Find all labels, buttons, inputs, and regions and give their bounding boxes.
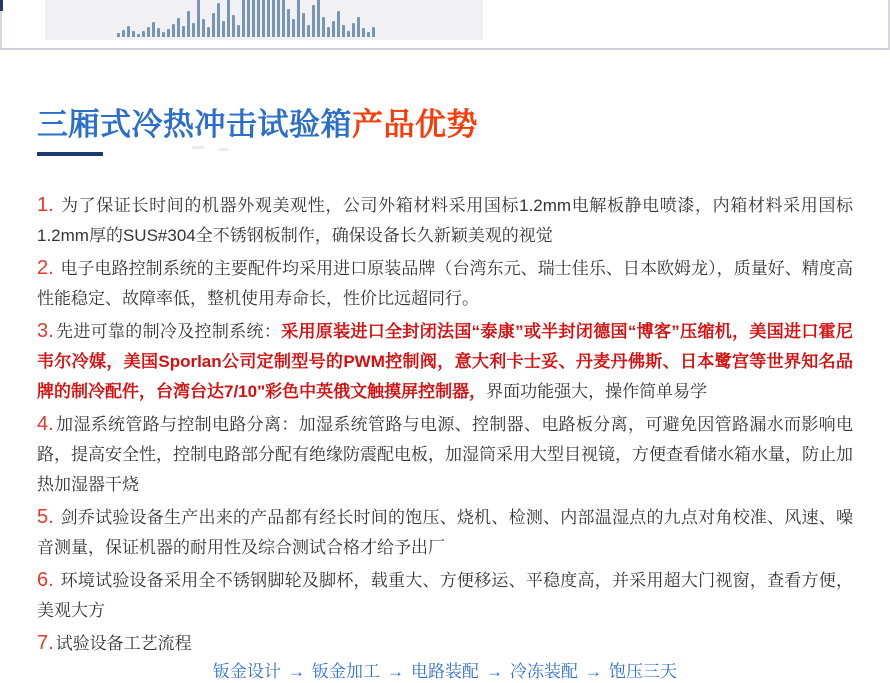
waveform-bar bbox=[142, 31, 145, 37]
waveform-bar bbox=[147, 27, 150, 37]
waveform-bar bbox=[302, 13, 305, 37]
waveform-bar bbox=[222, 21, 225, 37]
advantage-item-3 bbox=[37, 316, 853, 407]
waveform-bar bbox=[202, 19, 205, 37]
waveform-bar bbox=[177, 18, 180, 37]
waveform-bar bbox=[182, 26, 185, 37]
waveform-bar bbox=[122, 30, 125, 37]
waveform-bar bbox=[162, 32, 165, 37]
waveform-bar bbox=[332, 21, 335, 37]
title-underline bbox=[37, 152, 103, 156]
waveform-bar bbox=[137, 34, 140, 37]
waveform-bar bbox=[337, 11, 340, 37]
title-highlight: 产品优势 bbox=[352, 107, 478, 142]
waveform-bar bbox=[352, 23, 355, 37]
flow-step-4: 冷冻装配 bbox=[510, 662, 578, 681]
waveform-bar bbox=[272, 0, 275, 37]
item-number: 2. bbox=[37, 257, 54, 279]
page-title bbox=[37, 104, 853, 146]
waveform-bar bbox=[362, 28, 365, 37]
item-number: 3. bbox=[37, 320, 54, 342]
advantage-item-2 bbox=[37, 253, 853, 314]
waveform-bar bbox=[217, 3, 220, 37]
item-text-highlight: 采用原装进口全封闭法国“泰康”或半封闭德国“博客”压缩机，美国进口霍尼韦尔冷媒，美国Sporlan公司定制型号的PWM控制阀，意大利卡士妥、丹麦丹佛斯、日本鹭宫等世界知名品牌的制冷配件，台湾台达7/10"彩色中英俄文触摸屏控制器， bbox=[37, 322, 854, 401]
waveform-bar bbox=[237, 25, 240, 37]
waveform-bar bbox=[312, 5, 315, 37]
faint-artifact bbox=[192, 146, 204, 149]
border-accent bbox=[0, 0, 3, 11]
waveform-bar bbox=[247, 0, 250, 37]
item-text: 剑乔试验设备生产出来的产品都有经长时间的饱压、烧机、检测、内部温湿点的九点对角校准、风速、噪音测量，保证机器的耐用性及综合测试合格才给予出厂 bbox=[37, 508, 853, 557]
waveform-bar bbox=[242, 0, 245, 37]
flow-step-5: 饱压三天 bbox=[609, 662, 677, 681]
waveform-bar bbox=[227, 0, 230, 37]
waveform-bar bbox=[282, 0, 285, 37]
waveform-bar bbox=[152, 22, 155, 37]
advantage-item-6 bbox=[37, 565, 853, 626]
advantage-item-5 bbox=[37, 502, 853, 563]
item-text: 电子电路控制系统的主要配件均采用进口原装品牌（台湾东元、瑞士佳乐、日本欧姆龙），质量好、精度高性能稳定、故障率低，整机使用寿命长，性价比远超同行。 bbox=[37, 259, 853, 308]
waveform-bar bbox=[367, 32, 370, 37]
arrow-icon: → bbox=[288, 662, 305, 681]
waveform-bar bbox=[292, 19, 295, 37]
arrow-icon: → bbox=[387, 662, 404, 681]
item-number: 7. bbox=[37, 632, 54, 654]
waveform-bar bbox=[347, 31, 350, 37]
title-product-name: 三厢式冷热冲击试验箱 bbox=[37, 107, 352, 142]
waveform-graphic bbox=[117, 0, 375, 37]
waveform-bar bbox=[197, 0, 200, 37]
waveform-bar bbox=[157, 28, 160, 37]
top-banner bbox=[0, 0, 890, 50]
waveform-bar bbox=[267, 0, 270, 37]
flow-step-2: 钣金加工 bbox=[312, 662, 380, 681]
waveform-bar bbox=[257, 0, 260, 37]
waveform-bar bbox=[127, 26, 130, 37]
hero-image bbox=[45, 0, 483, 40]
waveform-bar bbox=[297, 0, 300, 37]
waveform-bar bbox=[212, 13, 215, 37]
waveform-bar bbox=[172, 24, 175, 37]
waveform-bar bbox=[187, 11, 190, 37]
waveform-bar bbox=[357, 17, 360, 37]
item-number: 4. bbox=[37, 413, 54, 435]
waveform-bar bbox=[277, 0, 280, 37]
item-text: 环境试验设备采用全不锈钢脚轮及脚杯，载重大、方便移运、平稳度高，并采用超大门视窗，查看方便，美观大方 bbox=[37, 571, 853, 620]
waveform-bar bbox=[207, 27, 210, 37]
advantage-item-1 bbox=[37, 190, 853, 251]
item-number: 5. bbox=[37, 506, 54, 528]
arrow-icon: → bbox=[486, 662, 503, 681]
item-number: 1. bbox=[37, 194, 54, 216]
advantage-list bbox=[37, 190, 853, 659]
waveform-bar bbox=[317, 0, 320, 37]
waveform-bar bbox=[132, 31, 135, 37]
waveform-bar bbox=[232, 15, 235, 37]
waveform-bar bbox=[372, 27, 375, 37]
arrow-icon: → bbox=[585, 662, 602, 681]
item-text: 试验设备工艺流程 bbox=[55, 634, 192, 653]
flow-step-3: 电路装配 bbox=[411, 662, 479, 681]
waveform-bar bbox=[252, 0, 255, 37]
waveform-bar bbox=[117, 33, 120, 37]
flow-step-1: 钣金设计 bbox=[213, 662, 281, 681]
faint-artifact bbox=[219, 148, 228, 151]
waveform-bar bbox=[192, 23, 195, 37]
advantage-item-7 bbox=[37, 628, 853, 659]
item-text: 加湿系统管路与控制电路分离：加湿系统管路与电源、控制器、电路板分离，可避免因管路漏水而影响电路，提高安全性，控制电路部分配有绝缘防震配电板，加湿筒采用大型目视镜，方便查看储水箱水量，防止加热加湿器干烧 bbox=[37, 415, 853, 494]
waveform-bar bbox=[287, 9, 290, 37]
item-text: 为了保证长时间的机器外观美观性，公司外箱材料采用国标1.2mm电解板静电喷漆，内箱材料采用国标1.2mm厚的SUS#304全不锈钢板制作，确保设备长久新颖美观的视觉 bbox=[37, 196, 853, 245]
process-flow bbox=[37, 661, 853, 683]
advantage-item-4 bbox=[37, 409, 853, 500]
item-text: 界面功能强大，操作简单易学 bbox=[486, 382, 708, 401]
waveform-bar bbox=[342, 25, 345, 37]
content-area bbox=[0, 104, 890, 683]
waveform-bar bbox=[307, 25, 310, 37]
waveform-bar bbox=[327, 27, 330, 37]
item-number: 6. bbox=[37, 569, 54, 591]
waveform-bar bbox=[322, 17, 325, 37]
waveform-bar bbox=[262, 0, 265, 37]
item-text: 先进可靠的制冷及控制系统： bbox=[55, 322, 282, 341]
waveform-bar bbox=[167, 29, 170, 37]
